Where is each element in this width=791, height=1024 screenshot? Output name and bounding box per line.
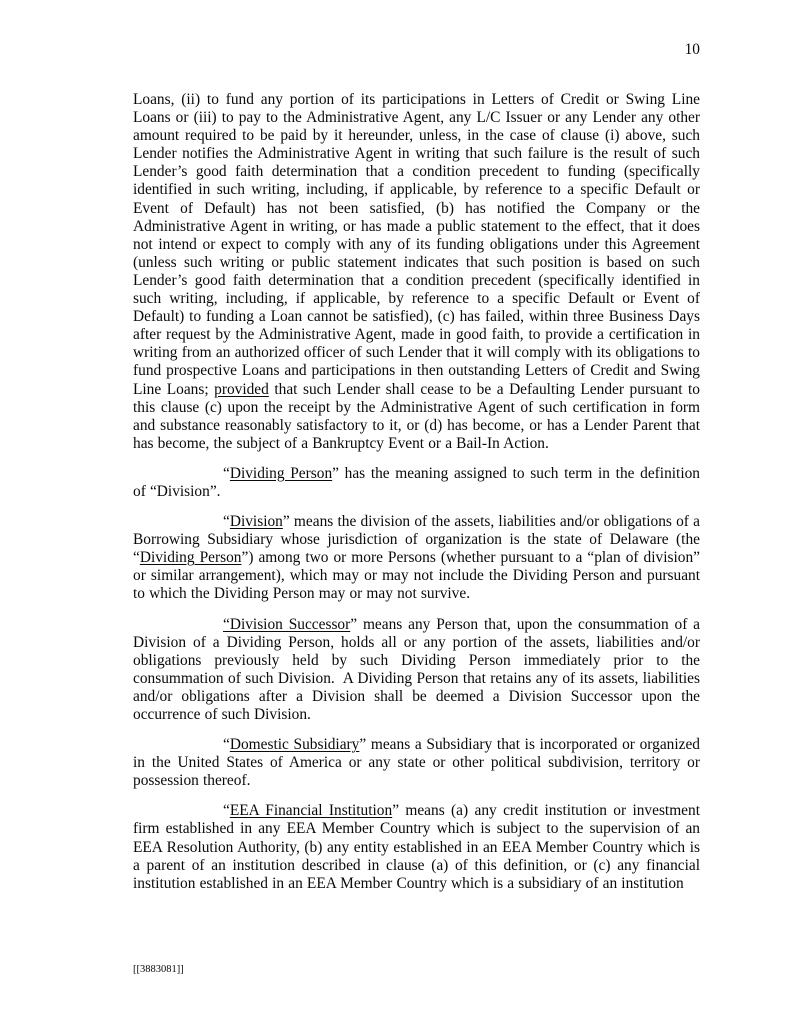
paragraph-text: “ — [223, 464, 230, 482]
defined-term: EEA Financial Institution — [229, 802, 393, 820]
paragraph-text: ” means (a) any credit institution or investment firm established in any EEA Member Country which is subject to the supervision of an EEA Resolution Authority, (b) any entity established in an EEA Member Country which is a parent of an institution described in clause (a) of this definition, or (c) any financial institution established in an EEA Member Country which is a subsidiary of an institution — [133, 802, 700, 892]
defined-term: “Division Successor — [223, 615, 351, 633]
paragraph — [133, 802, 700, 892]
defined-term: Domestic Subsidiary — [229, 736, 360, 754]
paragraph-text: ” means any Person that, upon the consummation of a Division of a Dividing Person, holds all or any portion of the assets, liabilities and/or obligations previously held by such Dividing Person immediately prior to the consummation of such Division. A Dividing Person that retains any of its assets, liabilities and/or obligations after a Division shall be deemed a Division Successor upon the occurrence of such Division. — [133, 615, 701, 723]
paragraph-text: ” means a Subsidiary that is incorporated or organized in the United States of America or any state or other political subdivision, territory or possession thereof. — [133, 736, 700, 790]
paragraph — [133, 465, 700, 501]
paragraph-text: ” has the meaning assigned to such term in the definition of “Division”. — [133, 464, 700, 500]
paragraph — [133, 736, 700, 790]
page-number: 10 — [684, 41, 700, 58]
paragraph-text: ” means the division of the assets, liabilities and/or obligations of a Borrowing Subsidiary whose jurisdiction of organization is the state of Delaware (the “ — [133, 513, 700, 567]
paragraph-text: ”) among two or more Persons (whether pursuant to a “plan of division” or similar arrangement), which may or may not include the Dividing Person and pursuant to which the Dividing Person may or may not survive. — [133, 549, 700, 603]
defined-term: Dividing Person — [139, 549, 242, 567]
paragraph — [133, 91, 700, 453]
document-body — [133, 91, 700, 905]
paragraph — [133, 513, 700, 603]
paragraph-text: “ — [223, 513, 230, 531]
footer-doc-id: [[3883081]] — [133, 964, 184, 975]
paragraph-text: that such Lender shall cease to be a Defaulting Lender pursuant to this clause (c) upon the receipt by the Administrative Agent of such certification in form and substance reasonably satisfactory to it, or (d) has become, or has a Lender Parent that has become, the subject of a Bankruptcy Event or a Bail-In Action. — [133, 380, 700, 452]
defined-term: Dividing Person — [229, 464, 333, 482]
defined-term: provided — [214, 380, 269, 398]
paragraph — [133, 616, 700, 725]
paragraph-text: “ — [223, 736, 230, 754]
defined-term: Division — [229, 513, 283, 531]
paragraph-text: Loans, (ii) to fund any portion of its participations in Letters of Credit or Swing Line Loans or (iii) to pay to the Administrative Agent, any L/C Issuer or any Lender any other amount required to be paid by it hereunder, unless, in the case of clause (i) above, such Lender notifies the Administrative Agent in writing that such failure is the result of such Lender’s good faith determination that a condition precedent to funding (specifically identified in such writing, including, if applicable, by reference to a specific Default or Event of Default) has not been satisfied, (b) has notified the Company or the Administrative Agent in writing, or has made a public statement to the effect, that it does not intend or expect to comply with any of its funding obligations under this Agreement (unless such writing or public statement indicates that such position is based on such Lender’s good faith determination that a condition precedent (specifically identified in such writing, including, if applicable, by reference to a specific Default or Event of Default) to funding a Loan cannot be satisfied), (c) has failed, within three Business Days after request by the Administrative Agent, made in good faith, to provide a certification in writing from an authorized officer of such Lender that it will comply with its obligations to fund prospective Loans and participations in then outstanding Letters of Credit and Swing Line Loans; — [133, 91, 700, 398]
paragraph-text: “ — [223, 802, 230, 820]
